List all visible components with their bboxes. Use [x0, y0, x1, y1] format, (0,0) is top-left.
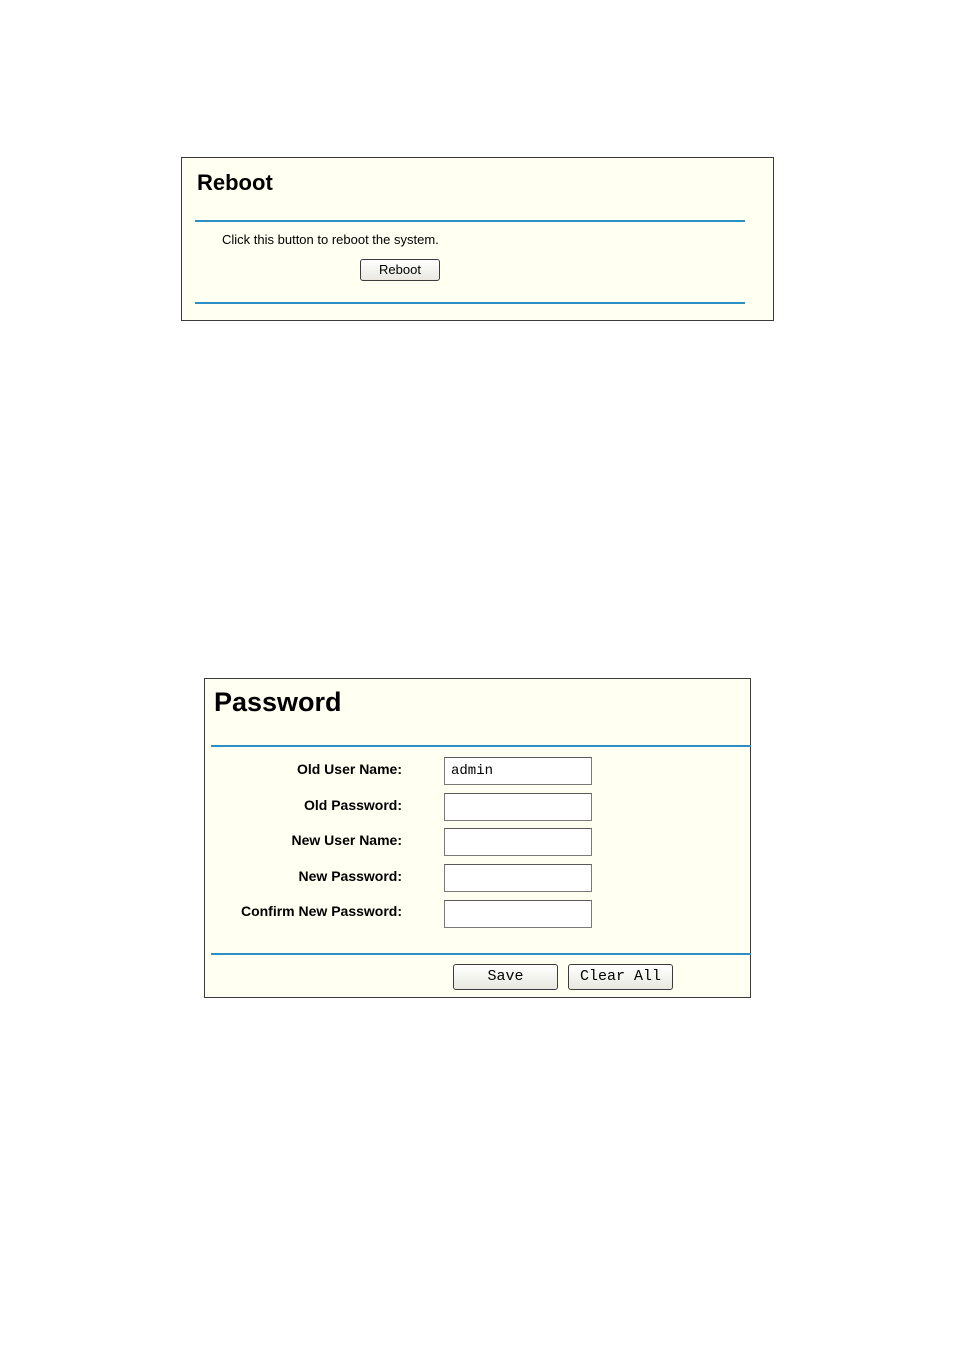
reboot-panel	[181, 157, 774, 321]
new-password-input[interactable]	[444, 864, 592, 892]
new-password-label: New Password:	[298, 868, 402, 884]
old-user-name-input[interactable]	[444, 757, 592, 785]
confirm-new-password-input[interactable]	[444, 900, 592, 928]
password-divider-bottom	[211, 953, 751, 955]
password-panel	[204, 678, 751, 998]
reboot-title: Reboot	[197, 170, 273, 195]
confirm-new-password-label: Confirm New Password:	[240, 903, 402, 919]
old-password-label: Old Password:	[303, 797, 402, 813]
new-user-name-input[interactable]	[444, 828, 592, 856]
reboot-divider-bottom	[195, 302, 745, 304]
new-user-name-label: New User Name:	[291, 832, 402, 848]
old-password-input[interactable]	[444, 793, 592, 821]
reboot-description: Click this button to reboot the system.	[222, 232, 439, 247]
save-button[interactable]: Save	[453, 964, 558, 990]
old-user-name-label: Old User Name:	[296, 761, 402, 777]
password-title: Password	[214, 687, 342, 717]
password-divider-top	[211, 745, 751, 747]
clear-all-button[interactable]: Clear All	[568, 964, 673, 990]
reboot-button[interactable]: Reboot	[360, 259, 440, 281]
reboot-divider-top	[195, 220, 745, 222]
